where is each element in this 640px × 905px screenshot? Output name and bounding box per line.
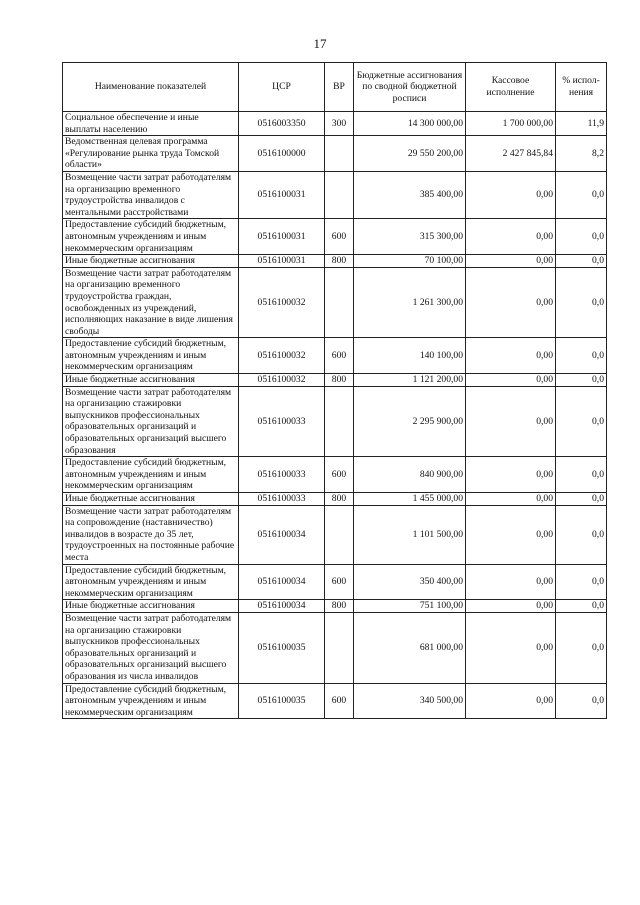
cell-csr: 0516100034 [239,505,325,564]
table-row [63,493,607,506]
table-row [63,374,607,387]
cell-vr: 600 [325,219,354,255]
cell-pct: 0,0 [556,374,607,387]
table-row [63,683,607,719]
cell-name: Предоставление субсидий бюджетным, автономным учреждениям и иным некоммерческим организациям [63,564,239,600]
cell-pct: 0,0 [556,171,607,218]
cell-name: Иные бюджетные ассигнования [63,600,239,613]
cell-vr [325,386,354,457]
cell-name: Возмещение части затрат работодателям на организацию временного трудоустройства инвалидов с ментальными расстройствами [63,171,239,218]
cell-exec: 0,00 [466,564,556,600]
cell-exec: 0,00 [466,683,556,719]
cell-pct: 0,0 [556,564,607,600]
cell-name: Иные бюджетные ассигнования [63,255,239,268]
cell-assign: 1 121 200,00 [354,374,466,387]
cell-assign: 29 550 200,00 [354,136,466,172]
cell-name: Предоставление субсидий бюджетным, автономным учреждениям и иным некоммерческим организациям [63,683,239,719]
cell-assign: 2 295 900,00 [354,386,466,457]
cell-csr: 0516100031 [239,171,325,218]
table-row [63,136,607,172]
cell-pct: 0,0 [556,219,607,255]
cell-pct: 0,0 [556,255,607,268]
table-row [63,219,607,255]
cell-csr: 0516003350 [239,112,325,136]
cell-csr: 0516100033 [239,386,325,457]
cell-exec: 1 700 000,00 [466,112,556,136]
cell-exec: 0,00 [466,267,556,338]
cell-name: Возмещение части затрат работодателям на организацию временного трудоустройства граждан, освобожденных из учреждений, исполняющих наказание в виде лишения свободы [63,267,239,338]
cell-assign: 1 261 300,00 [354,267,466,338]
cell-assign: 1 101 500,00 [354,505,466,564]
cell-vr: 600 [325,564,354,600]
cell-csr: 0516100000 [239,136,325,172]
cell-assign: 14 300 000,00 [354,112,466,136]
header-pct: % испол-нения [556,63,607,112]
cell-assign: 350 400,00 [354,564,466,600]
cell-name: Предоставление субсидий бюджетным, автономным учреждениям и иным некоммерческим организациям [63,457,239,493]
cell-pct: 0,0 [556,267,607,338]
cell-name: Социальное обеспечение и иные выплаты населению [63,112,239,136]
cell-vr: 800 [325,374,354,387]
table-row [63,564,607,600]
cell-name: Возмещение части затрат работодателям на организацию стажировки выпускников профессиональных образовательных организаций и образовательных организаций высшего образования из числа инвалидов [63,612,239,683]
header-name: Наименование показателей [63,63,239,112]
table-row [63,112,607,136]
table-row [63,600,607,613]
table-row [63,338,607,374]
cell-csr: 0516100033 [239,457,325,493]
page-number: 17 [313,36,327,51]
cell-assign: 751 100,00 [354,600,466,613]
cell-exec: 2 427 845,84 [466,136,556,172]
cell-pct: 0,0 [556,386,607,457]
cell-assign: 340 500,00 [354,683,466,719]
cell-name: Возмещение части затрат работодателям на сопровождение (наставничество) инвалидов в возрасте до 35 лет, трудоустроенных на постоянные рабочие места [63,505,239,564]
cell-exec: 0,00 [466,338,556,374]
cell-csr: 0516100032 [239,338,325,374]
header-csr: ЦСР [239,63,325,112]
cell-assign: 385 400,00 [354,171,466,218]
cell-vr: 800 [325,600,354,613]
cell-pct: 0,0 [556,457,607,493]
cell-vr: 800 [325,255,354,268]
cell-csr: 0516100035 [239,612,325,683]
cell-csr: 0516100035 [239,683,325,719]
table-row [63,267,607,338]
cell-name: Иные бюджетные ассигнования [63,374,239,387]
cell-csr: 0516100031 [239,255,325,268]
cell-assign: 1 455 000,00 [354,493,466,506]
cell-exec: 0,00 [466,457,556,493]
cell-assign: 140 100,00 [354,338,466,374]
cell-vr: 800 [325,493,354,506]
table-row [63,612,607,683]
cell-vr: 600 [325,683,354,719]
table-row [63,505,607,564]
table-row [63,171,607,218]
cell-vr [325,136,354,172]
cell-name: Ведомственная целевая программа «Регулирование рынка труда Томской области» [63,136,239,172]
cell-exec: 0,00 [466,171,556,218]
cell-vr [325,267,354,338]
cell-csr: 0516100034 [239,564,325,600]
cell-assign: 840 900,00 [354,457,466,493]
table-row [63,457,607,493]
cell-assign: 681 000,00 [354,612,466,683]
cell-pct: 8,2 [556,136,607,172]
cell-vr [325,612,354,683]
cell-name: Предоставление субсидий бюджетным, автономным учреждениям и иным некоммерческим организациям [63,338,239,374]
cell-name: Возмещение части затрат работодателям на организацию стажировки выпускников профессиональных образовательных организаций и образовательных организаций высшего образования [63,386,239,457]
cell-pct: 0,0 [556,683,607,719]
cell-csr: 0516100032 [239,374,325,387]
cell-pct: 11,9 [556,112,607,136]
cell-pct: 0,0 [556,612,607,683]
header-exec: Кассовое исполнение [466,63,556,112]
cell-exec: 0,00 [466,255,556,268]
cell-vr [325,505,354,564]
header-vr: ВР [325,63,354,112]
cell-assign: 315 300,00 [354,219,466,255]
cell-csr: 0516100032 [239,267,325,338]
cell-exec: 0,00 [466,386,556,457]
header-assign: Бюджетные ассигнования по сводной бюджетной росписи [354,63,466,112]
cell-csr: 0516100033 [239,493,325,506]
cell-vr: 600 [325,457,354,493]
table-header-row [63,63,607,112]
cell-vr [325,171,354,218]
cell-pct: 0,0 [556,493,607,506]
cell-vr: 600 [325,338,354,374]
cell-exec: 0,00 [466,505,556,564]
cell-csr: 0516100031 [239,219,325,255]
table-row [63,255,607,268]
cell-vr: 300 [325,112,354,136]
cell-csr: 0516100034 [239,600,325,613]
cell-exec: 0,00 [466,612,556,683]
cell-name: Предоставление субсидий бюджетным, автономным учреждениям и иным некоммерческим организациям [63,219,239,255]
table-row [63,386,607,457]
cell-assign: 70 100,00 [354,255,466,268]
cell-pct: 0,0 [556,505,607,564]
cell-exec: 0,00 [466,219,556,255]
cell-pct: 0,0 [556,600,607,613]
budget-table [62,62,607,719]
cell-pct: 0,0 [556,338,607,374]
cell-exec: 0,00 [466,374,556,387]
cell-exec: 0,00 [466,600,556,613]
cell-name: Иные бюджетные ассигнования [63,493,239,506]
cell-exec: 0,00 [466,493,556,506]
